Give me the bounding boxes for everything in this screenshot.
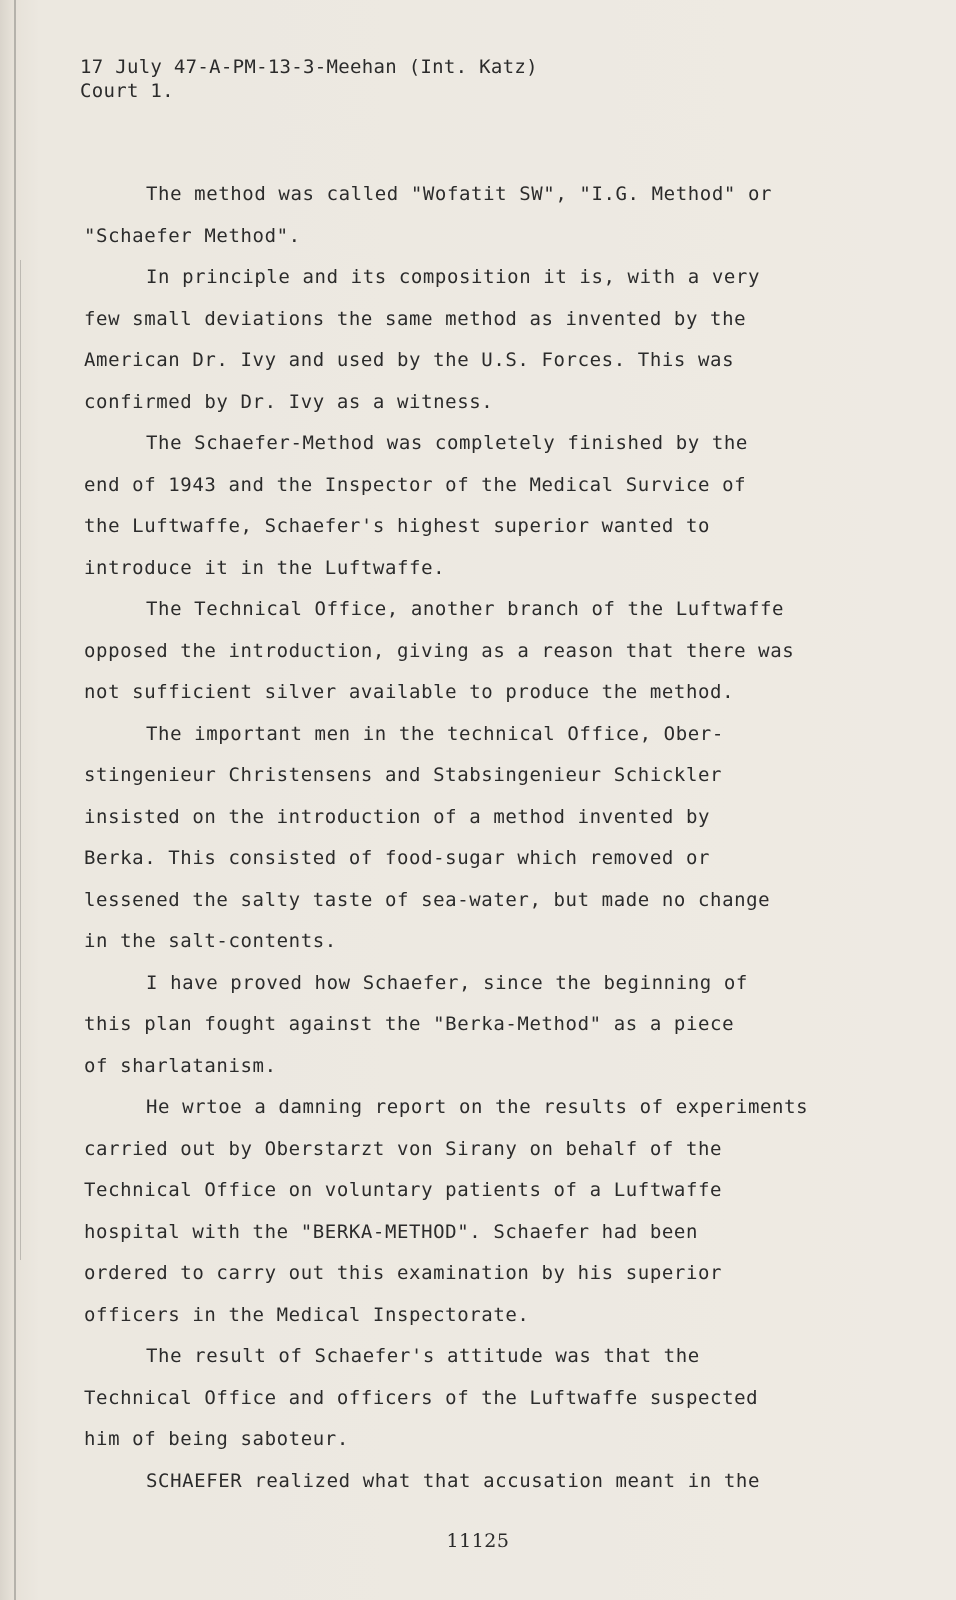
text-line: Technical Office and officers of the Luftwaffe suspected <box>84 1386 759 1409</box>
document-header <box>80 55 538 103</box>
text-line: hospital with the "BERKA-METHOD". Schaefer had been <box>84 1220 698 1243</box>
text-line: end of 1943 and the Inspector of the Medical Survice of <box>84 473 747 496</box>
page-edge-shadow <box>14 0 16 1600</box>
text-line: In principle and its composition it is, with a very <box>146 266 760 288</box>
text-line: The Schaefer-Method was completely finished by the <box>146 432 748 454</box>
text-line: lessened the salty taste of sea-water, but made no change <box>84 888 771 911</box>
header-court: Court 1. <box>80 80 174 102</box>
text-line: carried out by Oberstarzt von Sirany on behalf of the <box>84 1137 723 1160</box>
text-line: I have proved how Schaefer, since the beginning of <box>146 971 748 994</box>
text-line: few small deviations the same method as invented by the <box>84 307 747 330</box>
text-line: American Dr. Ivy and used by the U.S. Forces. This was <box>84 349 735 371</box>
text-line: Technical Office on voluntary patients of a Luftwaffe <box>84 1179 723 1201</box>
text-line: "Schaefer Method". <box>84 224 301 247</box>
text-line: SCHAEFER realized what that accusation meant in the <box>146 1469 760 1492</box>
text-line: him of being saboteur. <box>84 1428 349 1450</box>
text-line: in the salt-contents. <box>84 930 337 952</box>
text-line: The important men in the technical Office, Ober- <box>146 722 724 745</box>
text-line: ordered to carry out this examination by his superior <box>84 1262 723 1284</box>
text-line: The result of Schaefer's attitude was that the <box>146 1345 700 1367</box>
text-line: He wrtoe a damning report on the results of experiments <box>146 1096 809 1118</box>
text-line: opposed the introduction, giving as a reason that there was <box>84 639 795 662</box>
text-line: stingenieur Christensens and Stabsingenieur Schickler <box>84 764 723 786</box>
text-line: of sharlatanism. <box>84 1054 277 1077</box>
transcript-body <box>84 174 844 1502</box>
text-line: The Technical Office, another branch of the Luftwaffe <box>146 598 785 620</box>
text-line: this plan fought against the "Berka-Method" as a piece <box>84 1013 735 1035</box>
text-line: confirmed by Dr. Ivy as a witness. <box>84 390 494 413</box>
text-line: not sufficient silver available to produce the method. <box>84 681 735 703</box>
text-line: The method was called "Wofatit SW", "I.G. Method" or <box>146 183 773 205</box>
text-line: the Luftwaffe, Schaefer's highest superior wanted to <box>84 515 711 537</box>
page-number: 11125 <box>446 1530 510 1552</box>
header-reference: 17 July 47-A-PM-13-3-Meehan (Int. Katz) <box>80 56 538 78</box>
text-line: introduce it in the Luftwaffe. <box>84 556 446 579</box>
text-line: Berka. This consisted of food-sugar which removed or <box>84 847 711 869</box>
page-edge-crease <box>20 260 21 1260</box>
text-line: officers in the Medical Inspectorate. <box>84 1303 530 1326</box>
text-line: insisted on the introduction of a method invented by <box>84 805 711 828</box>
